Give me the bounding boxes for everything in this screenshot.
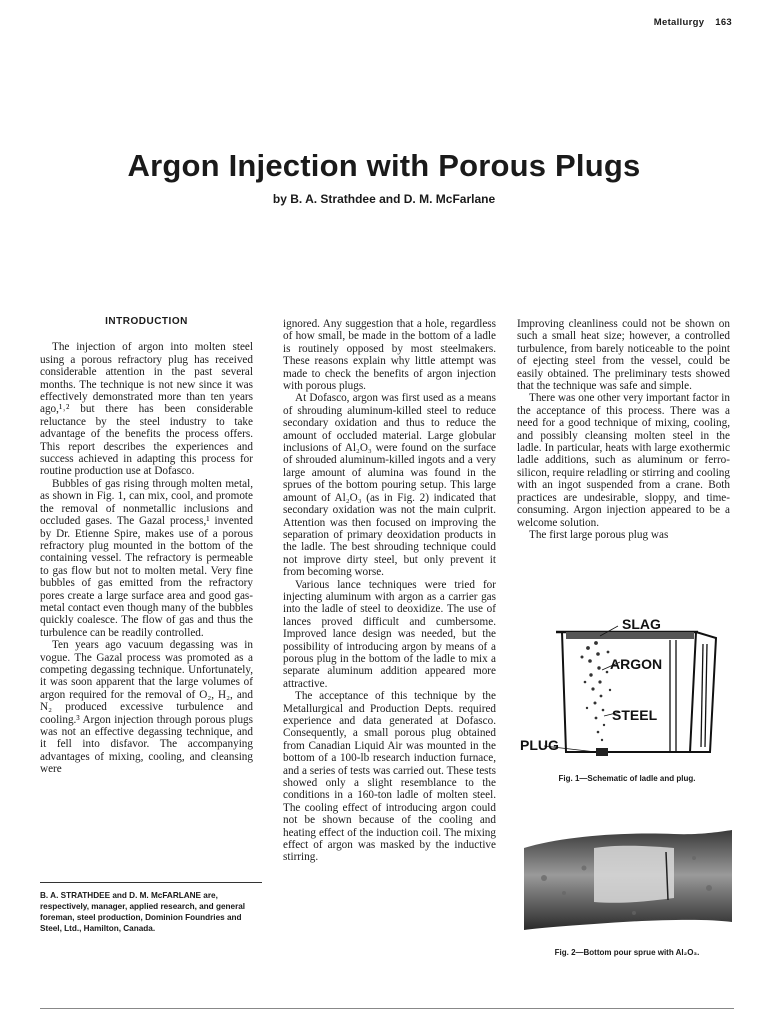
plug-label: PLUG bbox=[520, 737, 559, 753]
paragraph: The acceptance of this technique by the Metallurgical and Production Depts. required experience and data generated at Dofasco. Consequently, a small porous plug obtained from Canadian Liquid Air was mounted in the bottom of a 100-lb research induction furnace, and a series of tests was carried out. These tests showed only a slight resemblance to the conditions in a 160-ton ladle of molten steel. The cooling effect of introducing argon could not be shown because of the cooling and heating effect of the induction coil. The mixing effect of argon was masked by the inductive stirring. bbox=[283, 690, 496, 864]
running-head bbox=[646, 17, 732, 28]
sprue-photograph bbox=[524, 818, 732, 934]
byline: by B. A. Strathdee and D. M. McFarlane bbox=[272, 192, 496, 206]
running-head-section: Metallurgy bbox=[653, 17, 705, 28]
column-2 bbox=[283, 318, 496, 864]
section-heading: INTRODUCTION bbox=[105, 316, 188, 327]
paragraph: Various lance techniques were tried for injecting aluminum with argon as a carrier gas into the ladle of steel to deoxidize. The use of lances proved difficult and cumbersome. Improved lance design was needed, but the possibility of introducing argon by means of a porous plug in the bottom of the ladle to mix a separate aluminum addition appeared more attractive. bbox=[283, 578, 496, 690]
paragraph: There was one other very important factor in the acceptance of this process. There was a need for a good technique of mixing, cooling, and possibly cleansing molten steel in the ladle. In particular, heats with large exothermic ladle additions, such as aluminum or ferro-silicon, require reladling or stirring and cooling with an ingot suspended from a crane. Both practices are undesirable, sloppy, and time-consuming. Argon injection appeared to be a welcome solution. bbox=[517, 392, 730, 529]
slag-label: SLAG bbox=[622, 616, 661, 632]
alumina-deposit bbox=[594, 846, 674, 903]
paragraph: The first large porous plug was bbox=[529, 528, 669, 541]
slag-layer bbox=[566, 632, 694, 639]
steel-label: STEEL bbox=[612, 707, 658, 723]
paragraph: Bubbles of gas rising through molten metal, as shown in Fig. 1, can mix, cool, and promote the removal of nonmetallic inclusions and occluded gases. The Gazal process,¹ invented by Dr. Etienne Spire, makes use of a porous refractory plug mounted in the bottom of the containing vessel. The refractory is permeable to gas flow but not to molten metal. Very fine bubbles of gas emitted from the refractory pores create a large surface area and good gas-metal contact even though many of the bubbles quickly coalesce. The flow of gas and thus the turbulence can be readily controlled. bbox=[40, 477, 253, 639]
page-number: 163 bbox=[715, 17, 732, 28]
figure-2-caption: Fig. 2—Bottom pour sprue with Al₂O₃. bbox=[554, 948, 700, 957]
argon-label: ARGON bbox=[610, 656, 663, 672]
porous-plug bbox=[596, 748, 608, 756]
author-note: B. A. STRATHDEE and D. M. McFARLANE are, respectively, manager, applied research, and general foreman, steel production, Dominion Foundries and Steel, Ltd., Hamilton, Canada. bbox=[40, 882, 262, 934]
ladle-schematic-figure bbox=[520, 612, 734, 772]
paragraph: Ten years ago vacuum degassing was in vogue. The Gazal process was promoted as a competing degassing technique. Unfortunately, it was soon apparent that the large volumes of argon required for the removal of O₂, H₂, and N₂ produced excessive turbulence and cooling.³ Argon injection through porous plugs was not an effective degassing technique, and it fell into disfavor. The accompanying advantages of mixing, cooling, and cleansing were bbox=[40, 639, 253, 776]
page-bottom-rule bbox=[40, 1008, 734, 1009]
paragraph: Improving cleanliness could not be shown on such a small heat size; however, a controlled turbulence, from barely noticeable to the point of ejecting steel from the vessel, could be easily obtained. The preliminary tests showed that the technique was safe and simple. bbox=[517, 318, 730, 393]
paragraph: ignored. Any suggestion that a hole, regardless of how small, be made in the bottom of a ladle is routinely opposed by most steelmakers. These reasons explain why little attempt was made to check the benefits of argon injection with porous plugs. bbox=[283, 318, 496, 393]
paragraph: The injection of argon into molten steel using a porous refractory plug has received considerable attention in the past several months. The technique is not new since it was effectively demonstrated more than ten years ago,¹˒² but there has been considerable reluctance by the steel industry to take advantage of the benefits the process offers. This report describes the experiences and success achieved in adapting this process for routine production use at Dofasco. bbox=[40, 341, 253, 478]
column-1 bbox=[40, 316, 253, 776]
column-3 bbox=[517, 318, 730, 541]
paragraph: At Dofasco, argon was first used as a means of shrouding aluminum-killed steel to reduce secondary oxidation and thus to reduce the amount of occluded material. Large globular inclusions of Al₂O₃ were found on the surface of shrouded aluminum-killed ingots and a very large amount of alumina was found in the sprues of the bottom pouring setup. This large amount of Al₂O₃ (as in Fig. 2) indicated that secondary oxidation was not the main culprit. Attention was then focused on improving the separation of primary deoxidation products in the ladle. The best shrouding technique could not improve dirty steel, but only prevent it from becoming worse. bbox=[283, 392, 496, 579]
article-title: Argon Injection with Porous Plugs bbox=[127, 148, 641, 183]
argon-bubbles bbox=[581, 641, 612, 741]
figure-1-caption: Fig. 1—Schematic of ladle and plug. bbox=[558, 774, 696, 783]
